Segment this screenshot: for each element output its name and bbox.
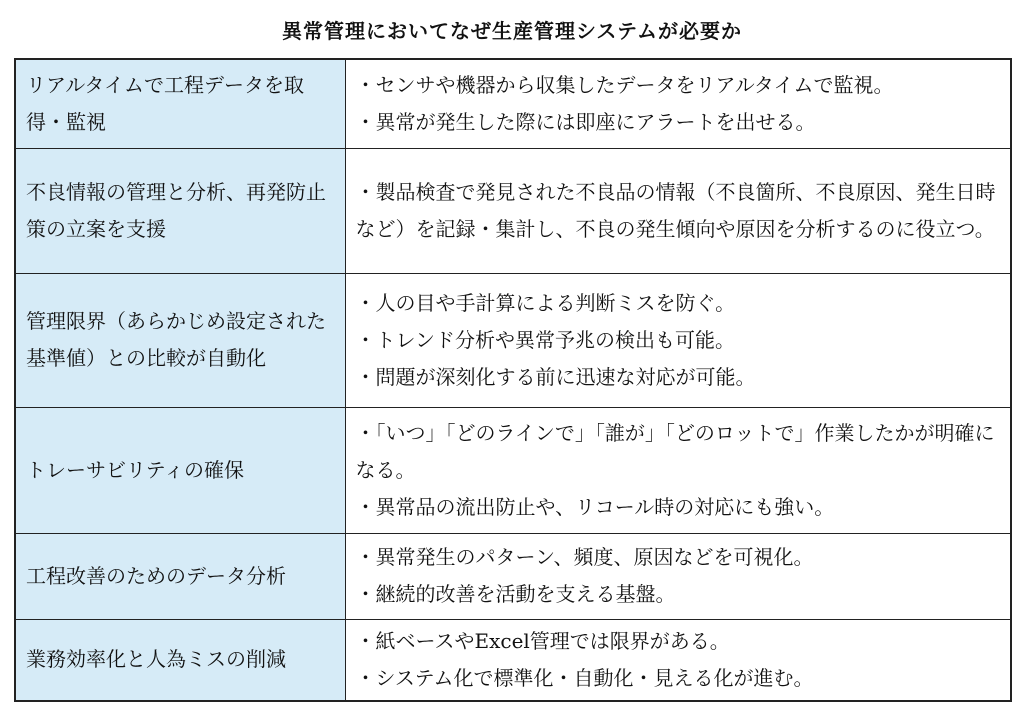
comparison-table (14, 58, 1012, 702)
row-description (345, 407, 1011, 533)
table-row (15, 59, 1011, 148)
table-row (15, 533, 1011, 619)
row-description (345, 148, 1011, 273)
table-row (15, 619, 1011, 701)
bullet-point: ・異常品の流出防止や、リコール時の対応にも強い。 (355, 494, 835, 519)
bullet-point: ・システム化で標準化・自動化・見える化が進む。 (355, 665, 814, 690)
row-description (345, 273, 1011, 407)
row-label: 管理限界（あらかじめ設定された基準値）との比較が自動化 (15, 273, 345, 407)
row-label: リアルタイムで工程データを取得・監視 (15, 59, 345, 148)
bullet-point: ・継続的改善を活動を支える基盤。 (355, 582, 676, 606)
row-label: 不良情報の管理と分析、再発防止策の立案を支援 (15, 148, 345, 273)
table-row (15, 407, 1011, 533)
row-label: 工程改善のためのデータ分析 (15, 533, 345, 619)
page-title: 異常管理においてなぜ生産管理システムが必要か (282, 19, 742, 43)
table-row (15, 148, 1011, 273)
bullet-point: ・センサや機器から収集したデータをリアルタイムで監視。 (355, 72, 894, 97)
row-label: 業務効率化と人為ミスの削減 (15, 619, 345, 701)
row-description (345, 59, 1011, 148)
row-description (345, 619, 1011, 701)
bullet-point: ・製品検査で発見された不良品の情報（不良箇所、不良原因、発生日時など）を記録・集計し、不良の発生傾向や原因を分析するのに役立つ。 (355, 179, 996, 241)
row-label: トレーサビリティの確保 (15, 407, 345, 533)
bullet-point: ・「いつ」「どのラインで」「誰が」「どのロットで」作業したかが明確になる。 (355, 420, 995, 482)
bullet-point: ・人の目や手計算による判断ミスを防ぐ。 (355, 290, 736, 315)
bullet-point: ・紙ベースやExcel管理では限界がある。 (355, 628, 730, 653)
row-description (345, 533, 1011, 619)
bullet-point: ・異常が発生した際には即座にアラートを出せる。 (355, 109, 816, 134)
bullet-point: ・トレンド分析や異常予兆の検出も可能。 (355, 327, 735, 352)
bullet-point: ・異常発生のパターン、頻度、原因などを可視化。 (355, 545, 814, 569)
bullet-point: ・問題が深刻化する前に迅速な対応が可能。 (355, 364, 756, 389)
table-row (15, 273, 1011, 407)
